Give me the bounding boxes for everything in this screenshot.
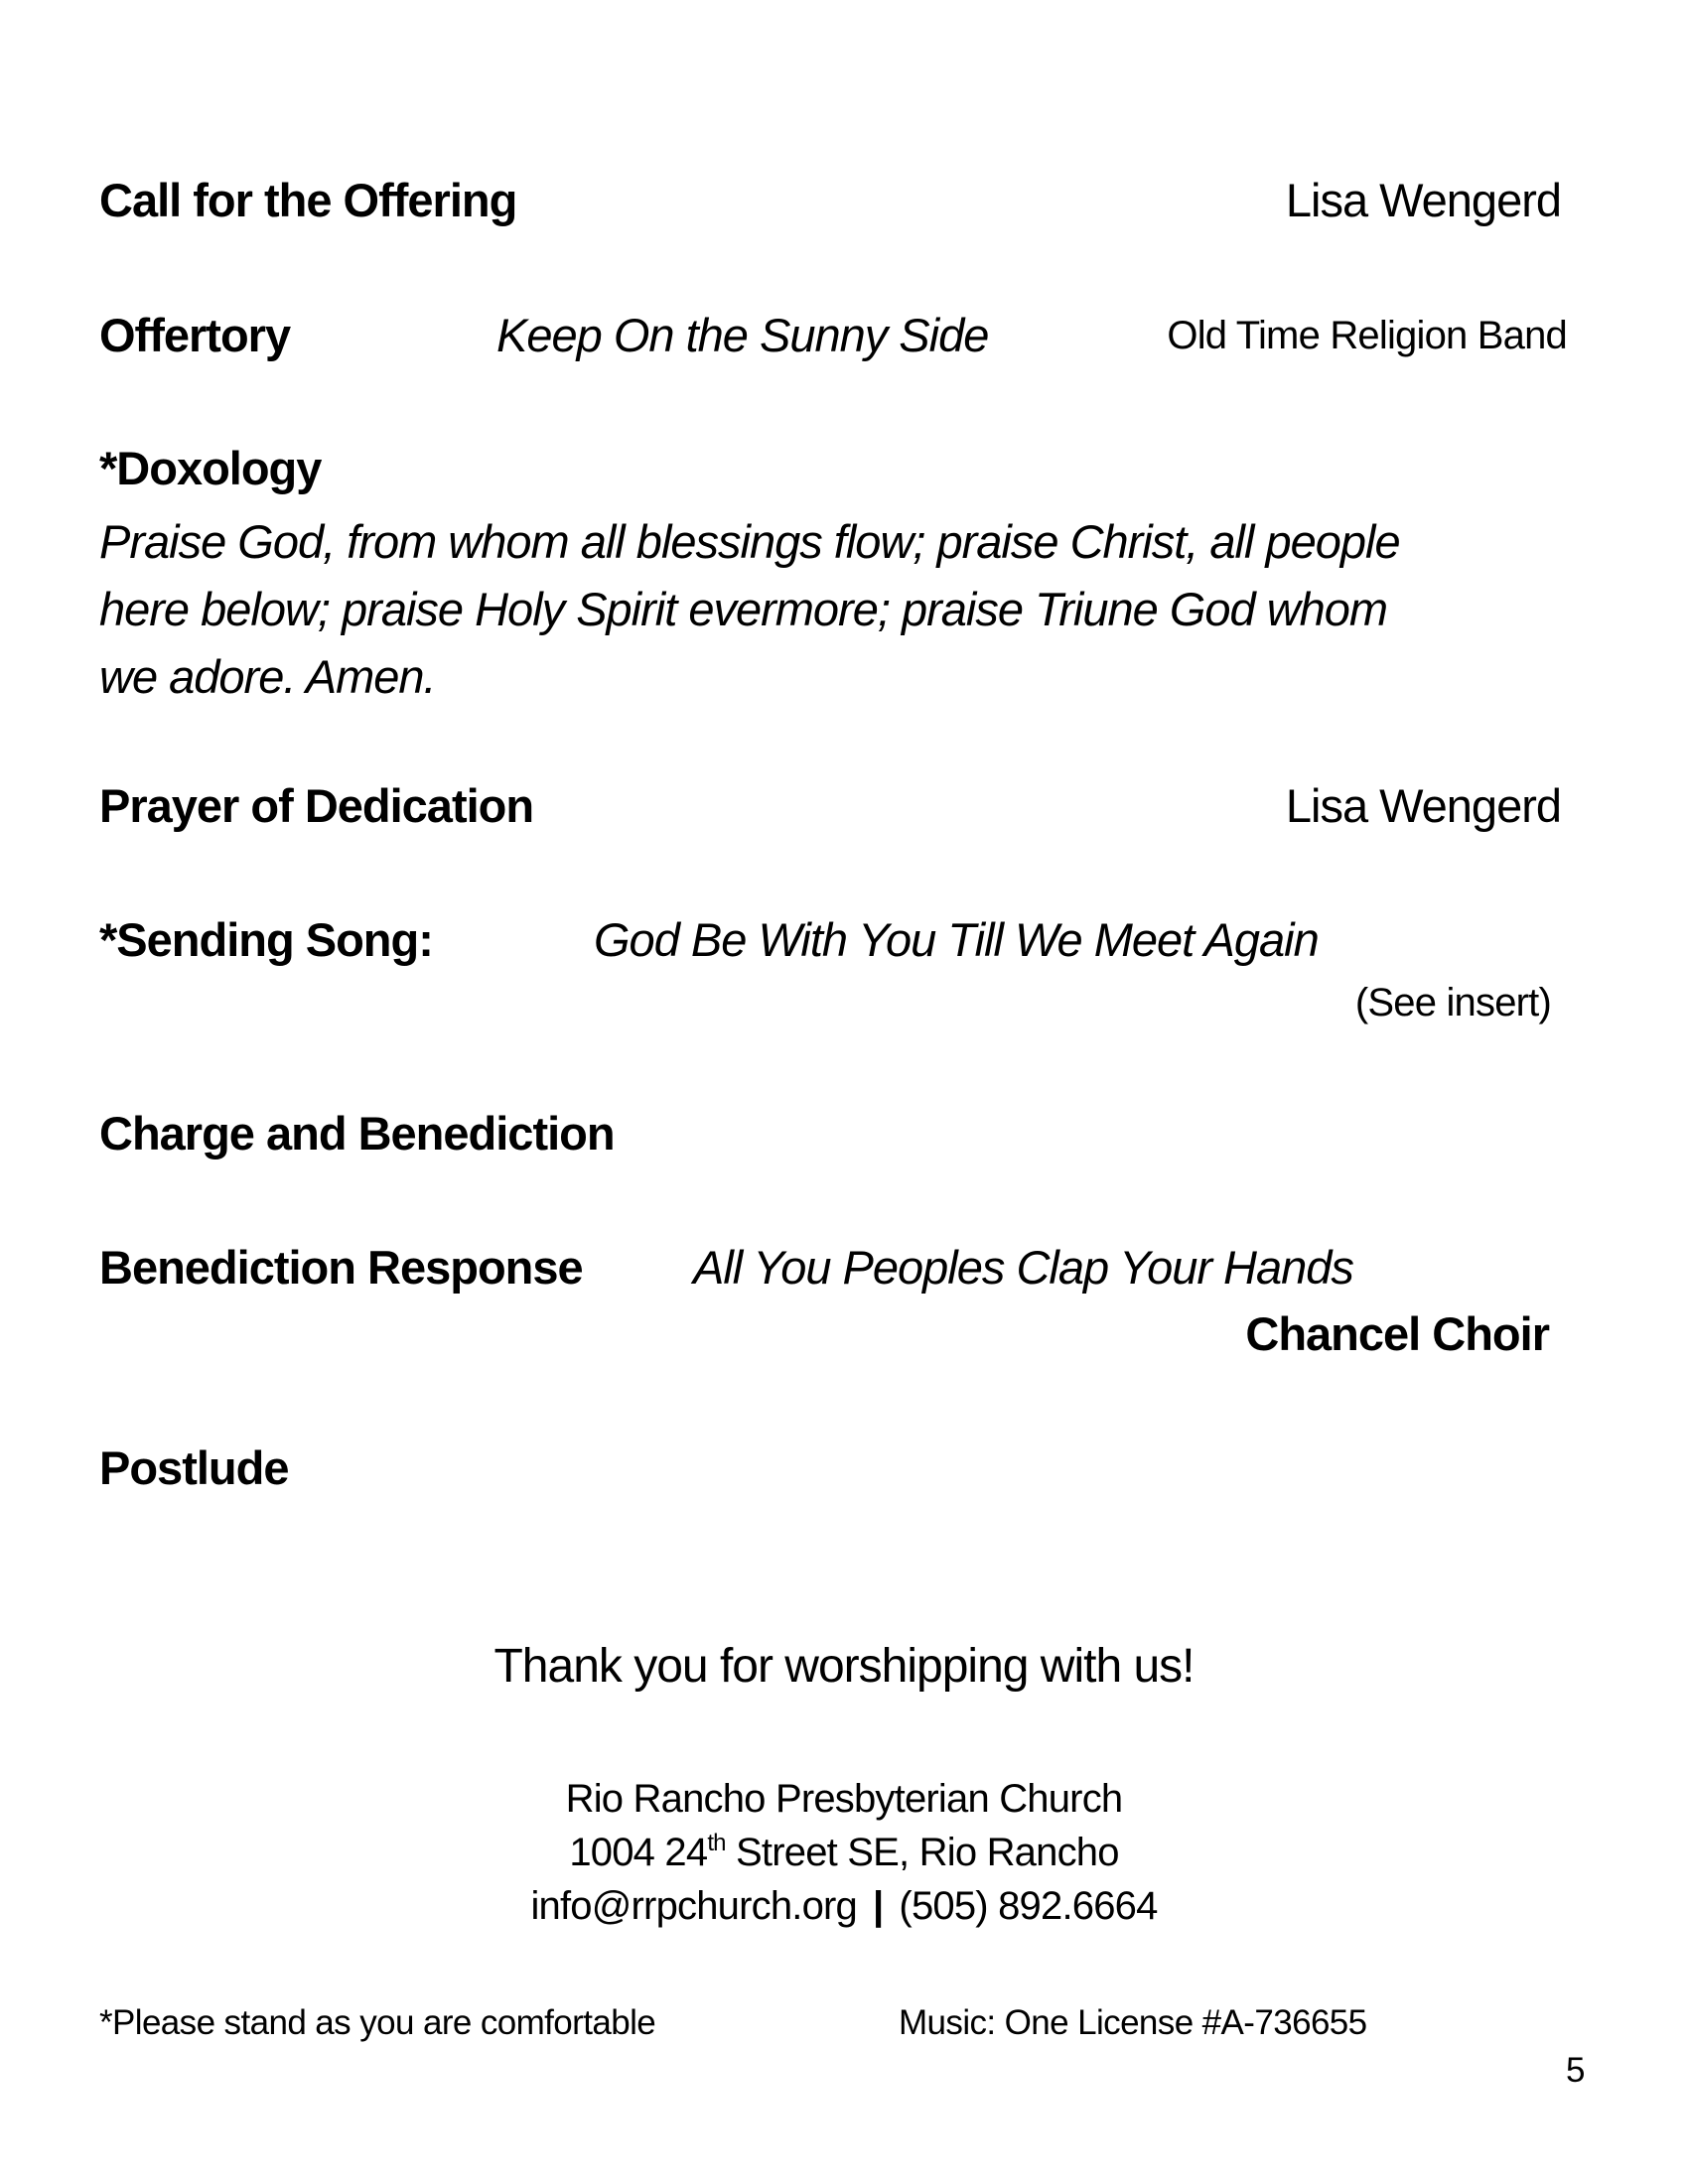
doxology-line: Praise God, from whom all blessings flow; praise Christ, all people — [99, 515, 1400, 568]
church-contact — [0, 1886, 1688, 1926]
page-number: 5 — [1566, 2051, 1585, 2090]
benediction-response-heading: Benediction Response — [99, 1241, 583, 1294]
call-for-offering-heading: Call for the Offering — [99, 174, 517, 226]
doxology-heading: *Doxology — [99, 442, 322, 494]
music-license: Music: One License #A-736655 — [899, 2003, 1367, 2042]
church-email: info@rrpchurch.org — [530, 1884, 858, 1928]
postlude-heading: Postlude — [99, 1441, 289, 1494]
sending-song-title: God Be With You Till We Meet Again — [594, 913, 1319, 966]
church-phone: (505) 892.6664 — [899, 1884, 1158, 1928]
doxology-line: we adore. Amen. — [99, 650, 436, 703]
address-number: 1004 24 — [569, 1831, 708, 1874]
church-name: Rio Rancho Presbyterian Church — [565, 1777, 1123, 1821]
sending-song-heading: *Sending Song: — [99, 913, 433, 966]
offertory-song-title: Keep On the Sunny Side — [496, 309, 989, 361]
call-for-offering-leader: Lisa Wengerd — [1285, 174, 1561, 226]
prayer-of-dedication-leader: Lisa Wengerd — [1285, 779, 1561, 832]
charge-and-benediction-heading: Charge and Benediction — [99, 1107, 615, 1160]
sending-song-note: (See insert) — [1354, 981, 1551, 1024]
doxology-text — [99, 508, 1589, 711]
thank-you-message: Thank you for worshipping with us! — [493, 1640, 1195, 1693]
stand-note: *Please stand as you are comfortable — [99, 2003, 656, 2042]
prayer-of-dedication-heading: Prayer of Dedication — [99, 779, 534, 832]
address-suffix: th — [707, 1830, 726, 1856]
benediction-response-song: All You Peoples Clap Your Hands — [693, 1241, 1353, 1294]
offertory-heading: Offertory — [99, 309, 291, 361]
benediction-response-performer: Chancel Choir — [1245, 1307, 1549, 1360]
offertory-performer: Old Time Religion Band — [1167, 314, 1567, 357]
church-address — [0, 1830, 1688, 1874]
contact-separator: | — [873, 1884, 884, 1928]
doxology-line: here below; praise Holy Spirit evermore; praise Triune God whom — [99, 583, 1388, 635]
address-rest: Street SE, Rio Rancho — [725, 1831, 1119, 1874]
